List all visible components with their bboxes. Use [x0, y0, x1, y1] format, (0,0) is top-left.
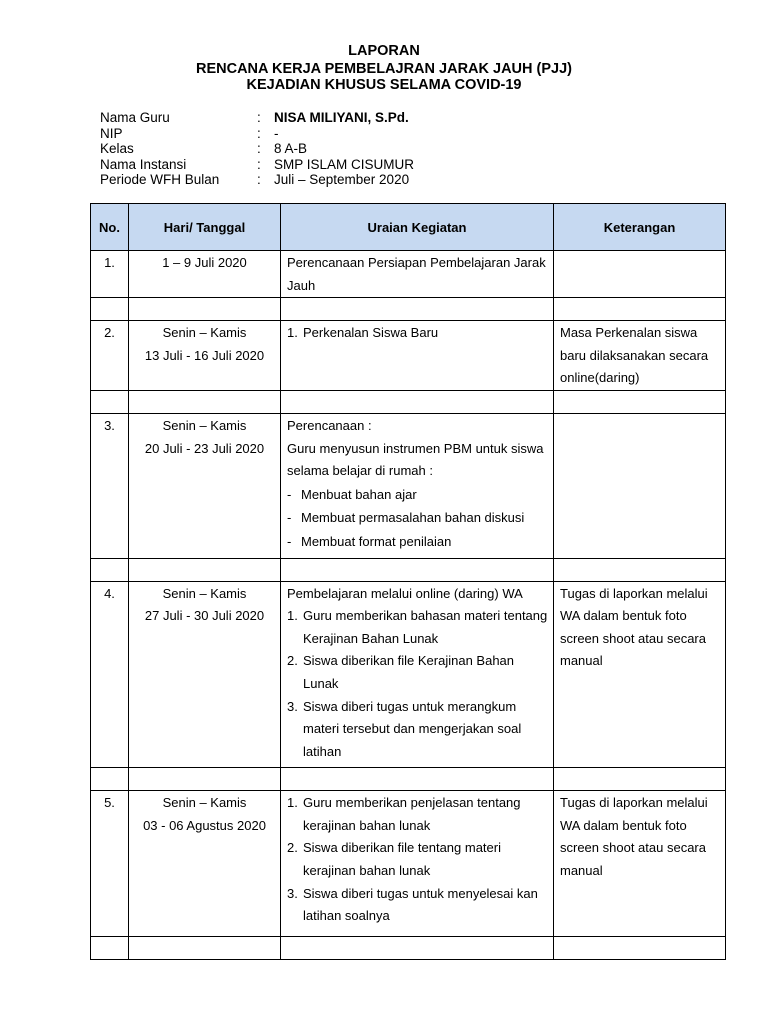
report-title: LAPORAN	[348, 43, 420, 59]
cell-date	[129, 413, 281, 558]
cell-no: 1.	[91, 251, 129, 298]
date-range: 03 - 06 Agustus 2020	[143, 817, 266, 833]
cell-notes	[554, 413, 726, 558]
header-activity: Uraian Kegiatan	[281, 204, 554, 251]
cell-date	[129, 321, 281, 391]
info-value: 8 A-B	[274, 141, 308, 156]
list-item: 1. Guru memberikan bahasan materi tentang Kerajinan Bahan Lunak	[287, 608, 548, 646]
info-colon: :	[257, 172, 261, 187]
spacer-row	[91, 390, 726, 413]
cell-activity	[281, 581, 554, 768]
bullet-item: - Menbuat bahan ajar	[287, 486, 417, 502]
cell-date	[129, 791, 281, 937]
activity-intro: Guru menyusun instrumen PBM untuk siswa selama belajar di rumah :	[287, 440, 544, 479]
spacer-row	[91, 558, 726, 581]
info-colon: :	[257, 125, 261, 141]
date-day: Senin – Kamis	[162, 585, 247, 601]
bullet-item: - Membuat format penilaian	[287, 533, 452, 549]
date-range: 27 Juli - 30 Juli 2020	[144, 608, 265, 624]
list-item: 1. Guru memberikan penjelasan tentang kerajinan bahan lunak	[287, 795, 521, 833]
info-label: Nama Guru	[100, 110, 170, 125]
info-colon: :	[257, 110, 261, 125]
cell-no: 2.	[91, 321, 129, 391]
header-date: Hari/ Tanggal	[129, 204, 281, 251]
info-value: -	[274, 125, 279, 141]
table-row	[91, 413, 726, 558]
cell-notes	[554, 251, 726, 298]
bullet-item: - Membuat permasalahan bahan diskusi	[287, 510, 525, 526]
cell-date: 1 – 9 Juli 2020	[129, 251, 281, 298]
info-value: SMP ISLAM CISUMUR	[274, 156, 415, 172]
info-label: Nama Instansi	[100, 156, 187, 172]
cell-date	[129, 581, 281, 768]
list-item: 3. Siswa diberi tugas untuk merangkum materi tersebut dan mengerjakan soal latihan	[287, 698, 522, 759]
table-row	[91, 791, 726, 937]
date-range: 13 Juli - 16 Juli 2020	[144, 347, 265, 363]
list-item: 2. Siswa diberikan file Kerajinan Bahan Lunak	[287, 653, 515, 691]
table-row	[91, 581, 726, 768]
cell-notes: Masa Perkenalan siswa baru dilaksanakan secara online(daring)	[554, 321, 726, 391]
date-range: 20 Juli - 23 Juli 2020	[144, 440, 265, 456]
cell-notes: Tugas di laporkan melalui WA dalam bentuk foto screen shoot atau secara manual	[554, 581, 726, 768]
header-no: No.	[91, 204, 129, 251]
report-subtitle: RENCANA KERJA PEMBELAJRAN JARAK JAUH (PJJ)	[196, 61, 572, 77]
cell-activity: Perencanaan Persiapan Pembelajaran Jarak Jauh	[281, 251, 554, 298]
list-item: 2. Siswa diberikan file tentang materi kerajinan bahan lunak	[287, 840, 501, 879]
spacer-row	[91, 298, 726, 321]
spacer-row	[91, 768, 726, 791]
info-colon: :	[257, 156, 261, 172]
activity-table	[90, 203, 726, 960]
info-value: NISA MILIYANI, S.Pd.	[274, 110, 409, 125]
info-colon: :	[257, 141, 261, 156]
date-day: Senin – Kamis	[162, 417, 247, 433]
info-label: NIP	[100, 125, 123, 141]
report-subtitle-2: KEJADIAN KHUSUS SELAMA COVID-19	[246, 77, 522, 93]
activity-heading: Perencanaan :	[287, 417, 372, 433]
table-row	[91, 251, 726, 298]
cell-notes: Tugas di laporkan melalui WA dalam bentuk foto screen shoot atau secara manual	[554, 791, 726, 937]
list-item: 3. Siswa diberi tugas untuk menyelesai kan latihan soalnya	[287, 885, 538, 924]
info-label: Kelas	[100, 141, 134, 156]
spacer-row	[91, 936, 726, 959]
list-item: 1. Perkenalan Siswa Baru	[287, 325, 439, 341]
cell-no: 4.	[91, 581, 129, 768]
table-row	[91, 321, 726, 391]
cell-activity	[281, 321, 554, 391]
date-day: Senin – Kamis	[162, 795, 247, 811]
table-header-row	[91, 204, 726, 251]
cell-activity	[281, 791, 554, 937]
info-label: Periode WFH Bulan	[100, 172, 220, 187]
activity-intro: Pembelajaran melalui online (daring) WA	[287, 585, 523, 601]
info-value: Juli – September 2020	[274, 172, 410, 187]
cell-no: 3.	[91, 413, 129, 558]
cell-activity	[281, 413, 554, 558]
date-day: Senin – Kamis	[162, 325, 247, 341]
cell-no: 5.	[91, 791, 129, 937]
header-notes: Keterangan	[554, 204, 726, 251]
